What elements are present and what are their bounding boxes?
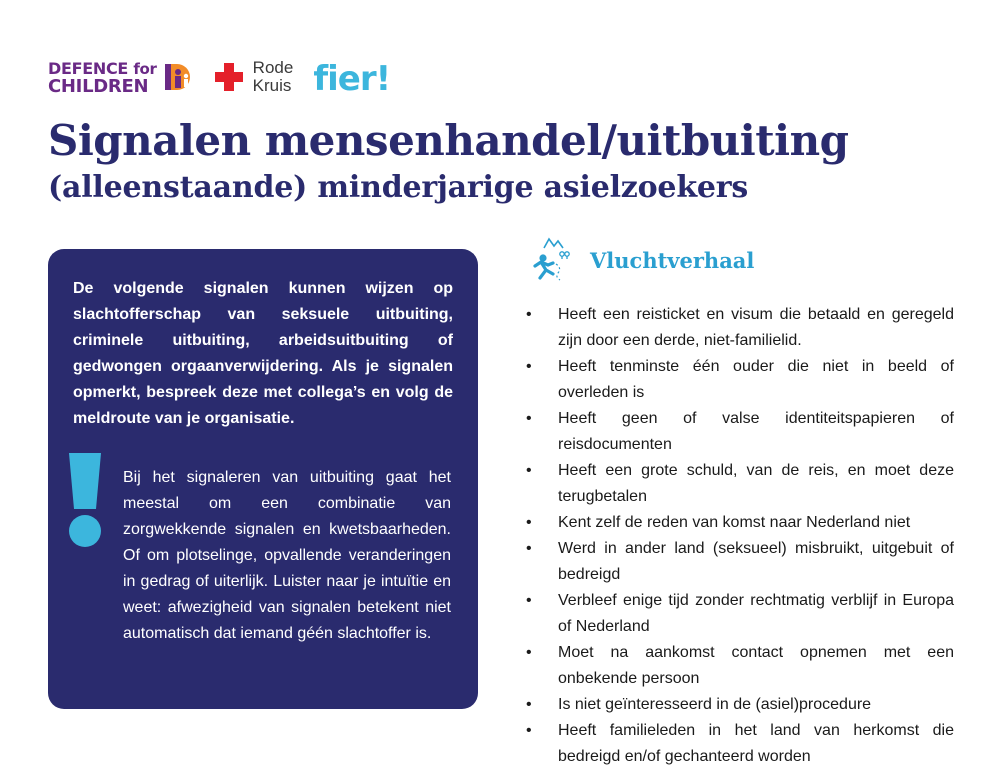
- fier-logo: fier!: [313, 59, 391, 99]
- rode-kruis-line1: Rode: [252, 58, 294, 77]
- dfc-word-defence: DEFENCE: [48, 58, 129, 78]
- bullet-icon: •: [526, 358, 532, 375]
- bullet-icon: •: [526, 592, 532, 609]
- list-item-text: Heeft een grote schuld, van de reis, en moet deze terugbetalen: [558, 462, 954, 505]
- runner-map-icon: [526, 236, 576, 282]
- list-item-text: Is niet geïnteresseerd in de (asiel)procedure: [558, 696, 872, 713]
- list-item: [526, 354, 954, 406]
- list-item: [526, 536, 954, 588]
- list-item-text: Heeft een reisticket en visum die betaald en geregeld zijn door een derde, niet-familielid.: [558, 306, 954, 349]
- exclamation-icon: [66, 451, 106, 549]
- dfc-word-for: for: [133, 59, 157, 78]
- bullet-icon: •: [526, 462, 532, 479]
- bullet-icon: •: [526, 540, 532, 557]
- signal-list: [526, 302, 954, 770]
- defence-for-children-logo: [48, 60, 195, 95]
- list-item-text: Verbleef enige tijd zonder rechtmatig verblijf in Europa of Nederland: [558, 592, 954, 635]
- list-item: [526, 510, 954, 536]
- bullet-icon: •: [526, 306, 532, 323]
- dfc-word-children: CHILDREN: [48, 75, 149, 97]
- red-cross-icon: [213, 61, 245, 93]
- list-item: [526, 718, 954, 770]
- list-item: [526, 458, 954, 510]
- bullet-icon: •: [526, 644, 532, 661]
- rode-kruis-logo: [213, 59, 294, 95]
- list-item: [526, 406, 954, 458]
- list-item-text: Werd in ander land (seksueel) misbruikt, uitgebuit of bedreigd: [558, 540, 954, 583]
- info-box: [48, 249, 478, 709]
- page-title: Signalen mensenhandel/uitbuiting: [48, 116, 849, 165]
- bullet-icon: •: [526, 722, 532, 739]
- info-box-intro: De volgende signalen kunnen wijzen op slachtofferschap van seksuele uitbuiting, criminele uitbuiting, arbeidsuitbuiting of gedwongen orgaanverwijdering. Als je signalen opmerkt, bespreek deze met collega’s en volg de meldroute van je organisatie.: [73, 280, 453, 427]
- bullet-icon: •: [526, 696, 532, 713]
- rode-kruis-line2: Kruis: [252, 76, 292, 95]
- list-item-text: Moet na aankomst contact opnemen met een onbekende persoon: [558, 644, 954, 687]
- list-item: [526, 640, 954, 692]
- list-item: [526, 692, 954, 718]
- info-box-note: Bij het signaleren van uitbuiting gaat het meestal om een combinatie van zorgwekkende signalen en kwetsbaarheden. Of om plotselinge, opvallende veranderingen in gedrag of uiterlijk. Luister naar je intuïtie en weet: afwezigheid van signalen betekent niet automatisch dat iemand géén slachtoffer is.: [123, 469, 451, 642]
- list-item-text: Heeft familieleden in het land van herkomst die bedreigd en/of gechanteerd worden: [558, 722, 954, 765]
- page-subtitle: (alleenstaande) minderjarige asielzoekers: [48, 170, 749, 205]
- bullet-icon: •: [526, 514, 532, 531]
- list-item-text: Heeft tenminste één ouder die niet in beeld of overleden is: [558, 358, 954, 401]
- list-item: [526, 302, 954, 354]
- list-item-text: Heeft geen of valse identiteitspapieren of reisdocumenten: [558, 410, 954, 453]
- defence-for-children-mark-icon: [161, 60, 195, 94]
- list-item: [526, 588, 954, 640]
- section-title: Vluchtverhaal: [590, 248, 755, 273]
- logo-bar: [48, 52, 390, 102]
- bullet-icon: •: [526, 410, 532, 427]
- list-item-text: Kent zelf de reden van komst naar Nederland niet: [558, 514, 911, 531]
